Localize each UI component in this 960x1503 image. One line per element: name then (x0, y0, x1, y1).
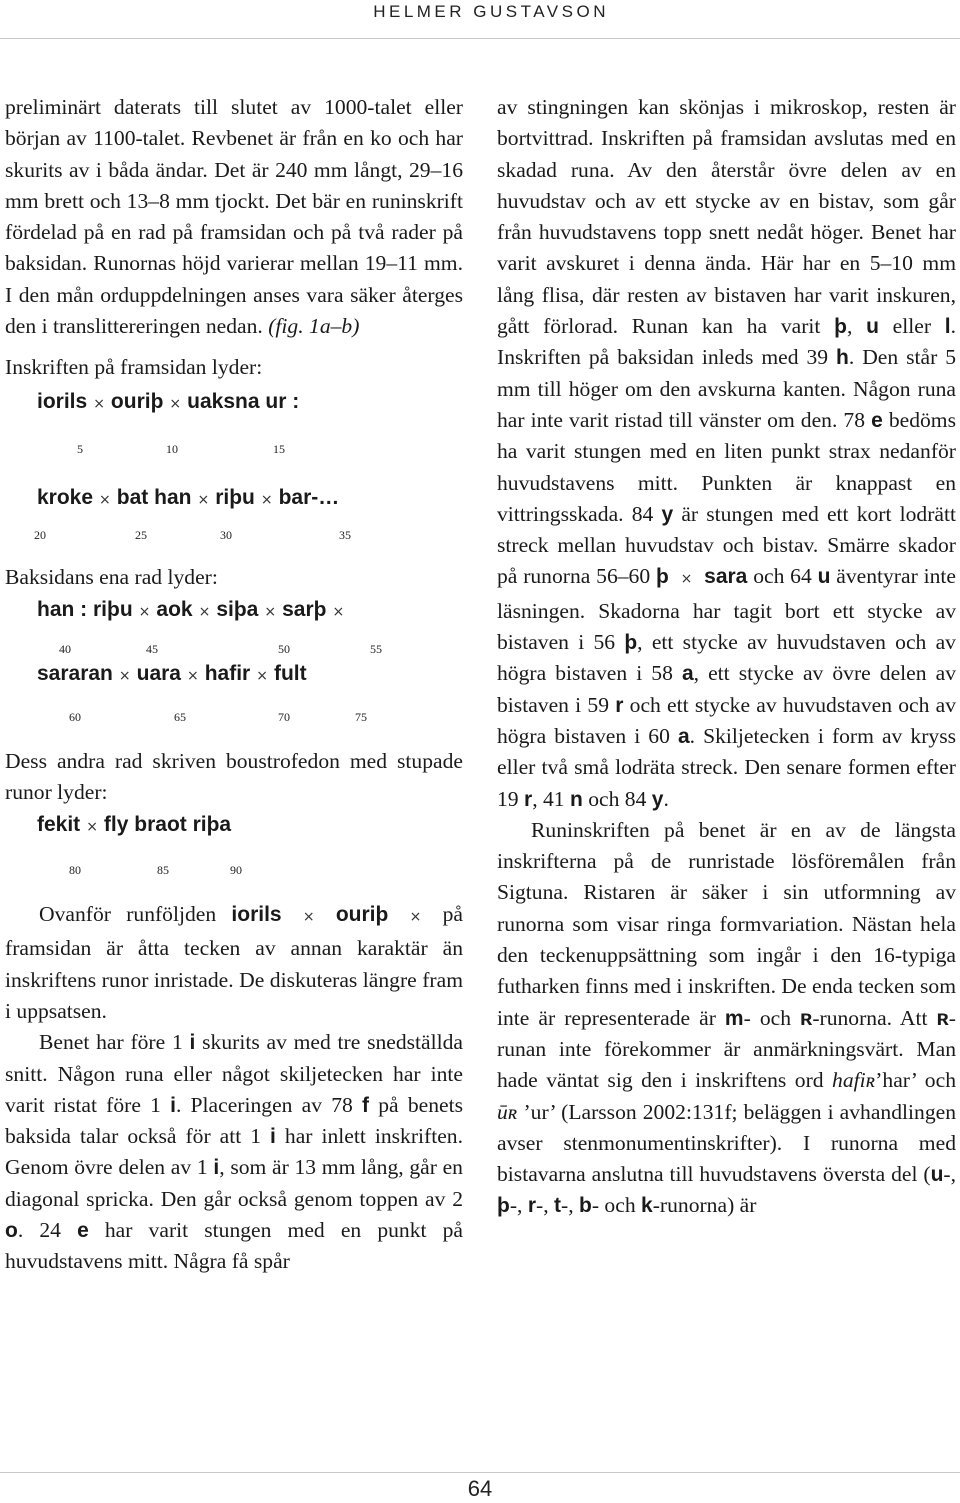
body-paragraph (5, 899, 463, 1027)
text: -, (509, 1193, 523, 1218)
body-paragraph (497, 92, 956, 815)
rune-inline: þ (624, 631, 638, 655)
text: , ett stycke av huvudstaven och av högra bistaven i 58 (497, 630, 956, 686)
rune-inline: y (651, 787, 664, 811)
rune-inline: b (579, 1194, 592, 1218)
separator-cross: × (680, 571, 693, 588)
rune-inline: f (362, 1093, 370, 1117)
rune-word: sararan (37, 661, 113, 685)
text: är stungen med ett kort lodrätt streck mellan huvudstav och bistav. Smärre skador på runorna 56–60 (497, 501, 957, 589)
rune-number: 40 (59, 641, 71, 656)
rune-inline: e (77, 1219, 89, 1243)
rune-number: 35 (339, 528, 351, 543)
separator-cross: × (332, 603, 345, 620)
text: har varit stungen med en punkt på huvudstavens mitt. Några få spår (5, 1218, 464, 1274)
rune-inline: ʀ (800, 1006, 813, 1030)
text: - och (743, 1005, 792, 1030)
rune-inline: i (189, 1031, 196, 1055)
rune-number: 20 (34, 528, 46, 543)
rune-inline: y (661, 502, 674, 526)
separator-cross: × (197, 491, 210, 508)
italic-word: ūʀ (497, 1099, 518, 1124)
rune-number: 75 (355, 710, 367, 725)
rune-inline: r (527, 1194, 537, 1218)
page-number: 64 (467, 1476, 493, 1501)
rune-numbers (5, 628, 463, 658)
rune-number: 25 (135, 528, 147, 543)
rune-inline: u (866, 315, 879, 339)
separator-cross: × (118, 667, 131, 684)
rune-inline: m (724, 1006, 744, 1030)
rune-number: 50 (278, 641, 290, 656)
rune-number: 65 (174, 710, 186, 725)
body-paragraph (497, 815, 956, 1222)
text: , ett stycke av övre delen av bistaven i 59 (497, 661, 956, 717)
separator-cross: × (256, 667, 268, 684)
text: Ovanför runföljden (39, 902, 217, 927)
rune-inline: þ (497, 1194, 510, 1218)
rune-numbers (5, 516, 463, 562)
intro-paragraph (5, 92, 463, 342)
separator-cross: × (409, 909, 422, 926)
intro-text: preliminärt daterats till slutet av 1000-talet eller början av 1100-talet. Revbenet är från en ko och har skurits av i båda ändar. Det är 240 mm långt, 29–16 mm brett och 13–8 mm tjockt. Det bär en runinskrift fördelad på en rad på framsidan och på två rader på baksidan. Runornas höjd varierar mellan 19–11 mm. I den mån orduppdelningen anses vara säker återges den i translittereringen nedan. (5, 95, 463, 339)
right-column (497, 92, 956, 1222)
text: eller (892, 314, 932, 339)
footer-rule (0, 1472, 960, 1473)
text: äventyrar inte läsningen. Skadorna har tagit bort ett stycke av bistaven i 56 (497, 564, 956, 655)
rune-line-back-3 (5, 809, 463, 843)
rune-word: fly braot riþa (103, 812, 232, 836)
rune-line-back-1 (5, 594, 463, 628)
rune-word: bar-… (278, 485, 340, 509)
rune-inline: t (554, 1194, 562, 1218)
separator-cross: × (169, 395, 182, 412)
text: , 41 (532, 786, 565, 811)
rune-numbers (5, 843, 463, 899)
rune-inline: r (615, 693, 624, 717)
left-column (5, 92, 463, 1278)
header-title: HELMER GUSTAVSON (373, 2, 609, 21)
rune-inline: þ (834, 315, 847, 339)
rune-number: 80 (69, 863, 81, 878)
figure-reference: (fig. 1a–b) (268, 314, 360, 339)
text: - och (591, 1193, 636, 1218)
text: Runinskriften på benet är en av de längsta inskrifterna på de runristade lösföremålen från Sigtuna. Ristaren är säker i sin utformning av runorna som visar ringa formvariation. Nästan hela den teckenuppsättning som ingår i den 16-typiga futharken finns med i inskriften. De enda tecken som inte är representerade är (497, 817, 956, 1030)
rune-word: fult (273, 661, 307, 685)
text: . Inskriften på baksidan inleds med 39 (497, 314, 956, 370)
rune-line-front-1 (5, 386, 463, 420)
text: av stingningen kan skönjas i mikroskop, resten är bortvittrad. Inskriften på framsidan avslutas med en skadad runa. Av den återstår övre delen av en huvudstav och av ett stycke av en bistav, som går från huvudstavens topp snett nedåt höger. Benet har varit avskuret i denna ända. Här har en 5–10 mm lång flisa, där resten av bistaven har varit inskuren, gått förlorad. Runan kan ha varit (497, 95, 956, 339)
rune-word: iorils (37, 389, 88, 413)
rune-number: 15 (273, 441, 285, 456)
rune-word: bat han (116, 485, 192, 509)
text: -, (943, 1162, 956, 1187)
rune-inline: i (270, 1125, 276, 1149)
back-intro: Baksidans ena rad lyder: (5, 565, 218, 590)
text: och 84 (588, 786, 647, 811)
text: -runan inte förekommer är anmärkningsvärt. Man hade väntat sig den i inskriftens ord (497, 1005, 956, 1093)
rune-inline: i (170, 1093, 176, 1117)
rune-word: sarþ (282, 597, 327, 621)
second-row-intro: Dess andra rad skriven boustrofedon med stupade runor lyder: (5, 749, 463, 805)
text: -, (561, 1193, 574, 1218)
rune-word: fekit (37, 812, 81, 836)
separator-cross: × (93, 395, 105, 412)
rune-number: 90 (230, 863, 242, 878)
italic-word: hafiʀ (832, 1068, 876, 1093)
rune-inline: ouriþ (335, 903, 389, 927)
text: och 64 (753, 564, 812, 589)
rune-number: 60 (69, 710, 81, 725)
text: ’ur’ (Larsson 2002:131f; beläggen i avhandlingen avser stenmonumentinskrifter). I runorna med bistavarna anslutna till huvudstavens översta del ( (497, 1099, 956, 1187)
running-header (0, 0, 960, 39)
rune-number: 30 (220, 528, 232, 543)
rune-inline: k (641, 1194, 653, 1218)
rune-inline: sara (704, 565, 748, 589)
rune-number: 10 (166, 441, 178, 456)
separator-cross: × (138, 603, 151, 620)
rune-inline: a (677, 724, 690, 748)
text: på benets baksida talar också för att 1 (5, 1092, 463, 1149)
rune-inline: n (569, 787, 583, 811)
rune-number: 70 (278, 710, 290, 725)
separator-cross: × (198, 603, 211, 620)
rune-inline: u (817, 565, 831, 589)
rune-inline: þ (655, 565, 669, 589)
rune-number: 5 (77, 441, 83, 456)
rune-number: 55 (370, 641, 382, 656)
text: . Skiljetecken i form av kryss eller två små lodräta streck. Den senare formen efter 19 (497, 723, 956, 811)
rune-word: riþu (215, 485, 255, 509)
text: -, (536, 1193, 549, 1218)
rune-word: siþa (216, 597, 259, 621)
rune-word: han : riþu (37, 597, 133, 621)
text: . Den står 5 mm till höger om den avskurna kanten. Någon runa har inte varit ristad till vänster om den. 78 (497, 345, 956, 432)
rune-inline: r (524, 787, 533, 811)
rune-inline: ʀ (936, 1006, 949, 1030)
rune-inline: a (681, 662, 694, 686)
separator-cross: × (302, 909, 315, 926)
separator-cross: × (264, 603, 277, 620)
text: har inlett inskriften. Genom övre delen av 1 (5, 1124, 463, 1180)
rune-line-front-2 (5, 482, 463, 516)
text: -runorna) är (652, 1193, 757, 1218)
rune-inline: u (930, 1163, 944, 1187)
rune-inline: o (5, 1219, 18, 1243)
separator-cross: × (260, 491, 273, 508)
rune-number: 85 (157, 863, 169, 878)
text: . Placeringen av 78 (175, 1092, 353, 1117)
separator-cross: × (99, 491, 111, 508)
text: ’har’ och (875, 1068, 956, 1093)
text: och ett stycke av huvudstaven och av högra bistaven i 60 (497, 692, 956, 748)
rune-word: kroke (37, 485, 94, 509)
rune-numbers (5, 692, 463, 746)
text: -runorna. Att (812, 1005, 928, 1030)
rune-numbers (5, 420, 463, 470)
rune-word: uara (136, 661, 181, 685)
text: . (663, 786, 669, 811)
text: skurits av med tre snedställda snitt. Någon runa eller något skiljetecken har inte varit ristat före 1 (5, 1030, 464, 1117)
rune-number: 45 (146, 641, 158, 656)
rune-inline: iorils (231, 903, 282, 927)
text: på framsidan är åtta tecken av annan karaktär än inskriftens runor inristade. De diskuteras längre fram i uppsatsen. (5, 902, 463, 1023)
rune-inline: h (836, 346, 849, 370)
rune-line-back-2 (5, 658, 463, 692)
text: . 24 (17, 1218, 61, 1243)
rune-word: ouriþ (110, 389, 164, 413)
separator-cross: × (186, 667, 199, 684)
text: , (846, 314, 853, 339)
rune-word: hafir (204, 661, 251, 685)
separator-cross: × (86, 818, 98, 835)
body-paragraph (5, 1027, 463, 1277)
rune-inline: e (871, 408, 883, 432)
rune-inline: l (944, 315, 951, 339)
text: bedöms ha varit stungen med en liten punkt strax nedanför huvudstavens mitt. Punkten är knappast en vittringsskada. 84 (497, 407, 957, 526)
front-intro: Inskriften på framsidan lyder: (5, 355, 263, 380)
rune-inline: i (213, 1156, 220, 1180)
text: Benet har före 1 (39, 1030, 183, 1055)
rune-word: aok (156, 597, 193, 621)
rune-word: uaksna ur : (187, 389, 300, 413)
text: , som är 13 mm lång, går en diagonal spricka. Den går också genom toppen av 2 (5, 1155, 463, 1211)
